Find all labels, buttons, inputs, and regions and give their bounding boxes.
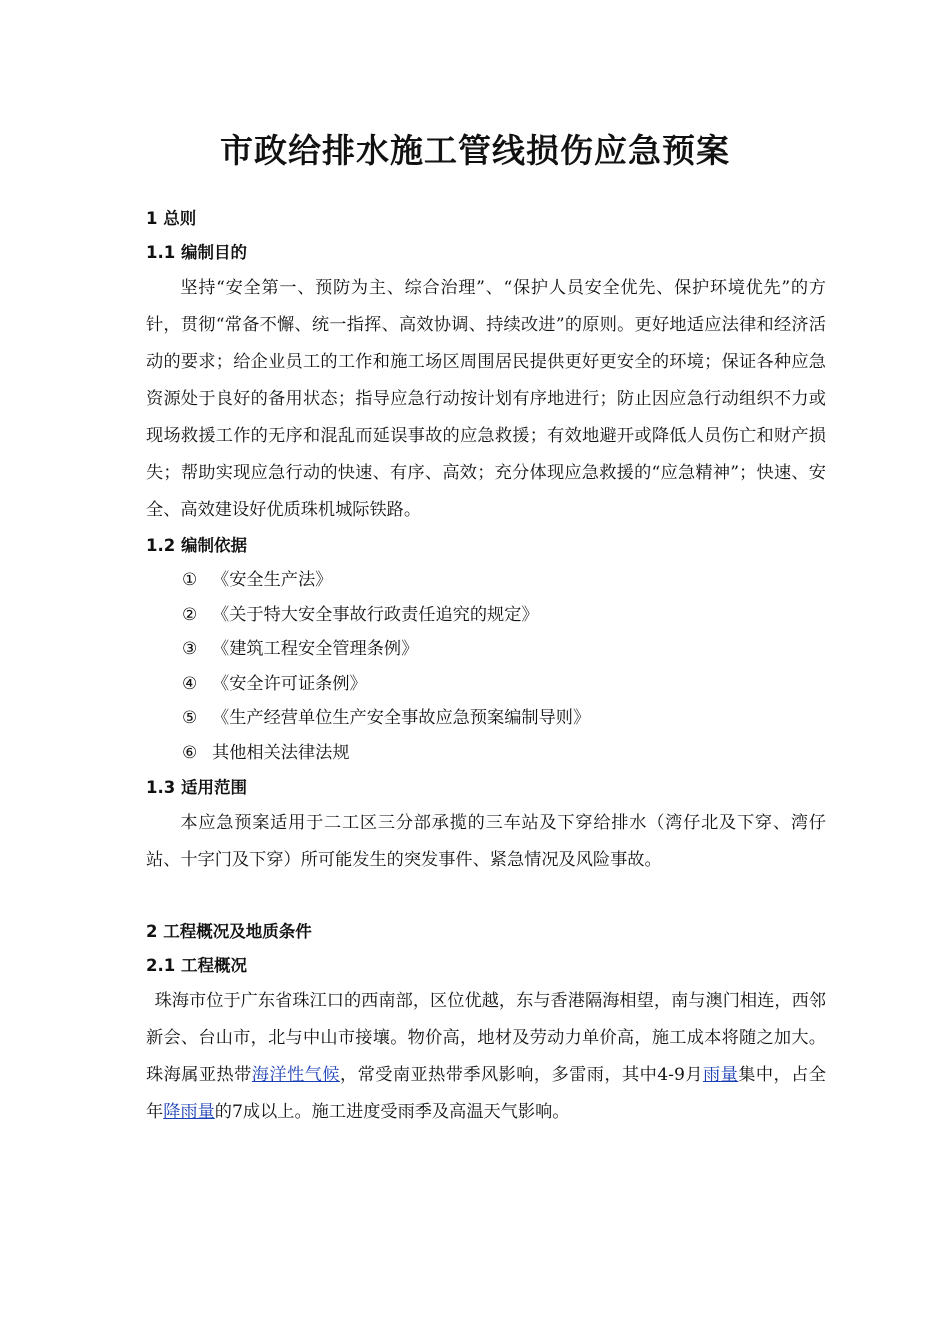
- list-item-number: ⑤: [182, 708, 198, 729]
- list-item-number: ④: [182, 673, 198, 694]
- list-item: [146, 632, 826, 667]
- section-1-1-paragraph: 坚持“安全第一、预防为主、综合治理”、“保护人员安全优先、保护环境优先”的方针，贯彻“常备不懈、统一指挥、高效协调、持续改进”的原则。更好地适应法律和经济活动的要求；给企业员工的工作和施工场区周围居民提供更好更安全的环境；保证各种应急资源处于良好的备用状态；指导应急行动按计划有序地进行；防止因应急行动组织不力或现场救援工作的无序和混乱而延误事故的应急救援；有效地避开或降低人员伤亡和财产损失；帮助实现应急行动的快速、有序、高效；充分体现应急救援的“应急精神”；快速、安全、高效建设好优质珠机城际铁路。: [146, 278, 826, 520]
- link-rainfall[interactable]: 雨量: [703, 1064, 739, 1085]
- paragraph-text: 的7成以上。施工进度受雨季及高温天气影响。: [214, 1101, 570, 1122]
- paragraph-text: ，常受南亚热带季风影响，多雷雨，其中4-9月: [339, 1064, 703, 1085]
- section-1-3-paragraph: 本应急预案适用于二工区三分部承揽的三车站及下穿给排水（湾仔北及下穿、湾仔站、十字门及下穿）所可能发生的突发事件、紧急情况及风险事故。: [146, 812, 826, 870]
- document-body: [146, 202, 826, 1131]
- section-1-heading: 1 总则: [146, 209, 197, 228]
- section-2-1-heading: 2.1 工程概况: [146, 955, 247, 975]
- list-item-text: 《生产经营单位生产安全事故应急预案编制导则》: [212, 708, 591, 729]
- paragraph-text: 集中，占全年: [146, 1064, 826, 1122]
- document-title: 市政给排水施工管线损伤应急预案: [220, 131, 730, 170]
- basis-list: [146, 563, 826, 771]
- list-item-text: 《建筑工程安全管理条例》: [212, 639, 419, 660]
- link-precipitation[interactable]: 降雨量: [163, 1101, 215, 1122]
- section-1-3-heading: 1.3 适用范围: [146, 777, 247, 797]
- list-item-number: ②: [182, 604, 198, 625]
- link-marine-climate[interactable]: 海洋性气候: [251, 1064, 340, 1085]
- list-item: [146, 736, 826, 771]
- section-2-1-paragraph: [146, 983, 826, 1131]
- section-1-2-heading: 1.2 编制依据: [146, 536, 247, 555]
- list-item-number: ③: [182, 639, 198, 660]
- section-2-heading: 2 工程概况及地质条件: [146, 921, 312, 941]
- list-item-number: ⑥: [182, 742, 198, 763]
- paragraph-text: 珠海市位于广东省珠江口的西南部，区位优越，东与香港隔海相望，南与澳门相连，西邻新会、台山市，北与中山市接壤。物价高，地材及劳动力单价高，施工成本将随之加大。珠海属亚热带: [146, 990, 826, 1085]
- list-item-text: 《关于特大安全事故行政责任追究的规定》: [212, 604, 539, 625]
- list-item: [146, 563, 826, 598]
- list-item: [146, 598, 826, 633]
- list-item-text: 《安全生产法》: [212, 570, 333, 590]
- list-item-text: 《安全许可证条例》: [212, 673, 367, 694]
- list-item: [146, 667, 826, 702]
- section-1-1-heading: 1.1 编制目的: [146, 243, 247, 262]
- list-item-text: 其他相关法律法规: [212, 742, 350, 763]
- list-item: [146, 701, 826, 736]
- list-item-number: ①: [182, 570, 198, 590]
